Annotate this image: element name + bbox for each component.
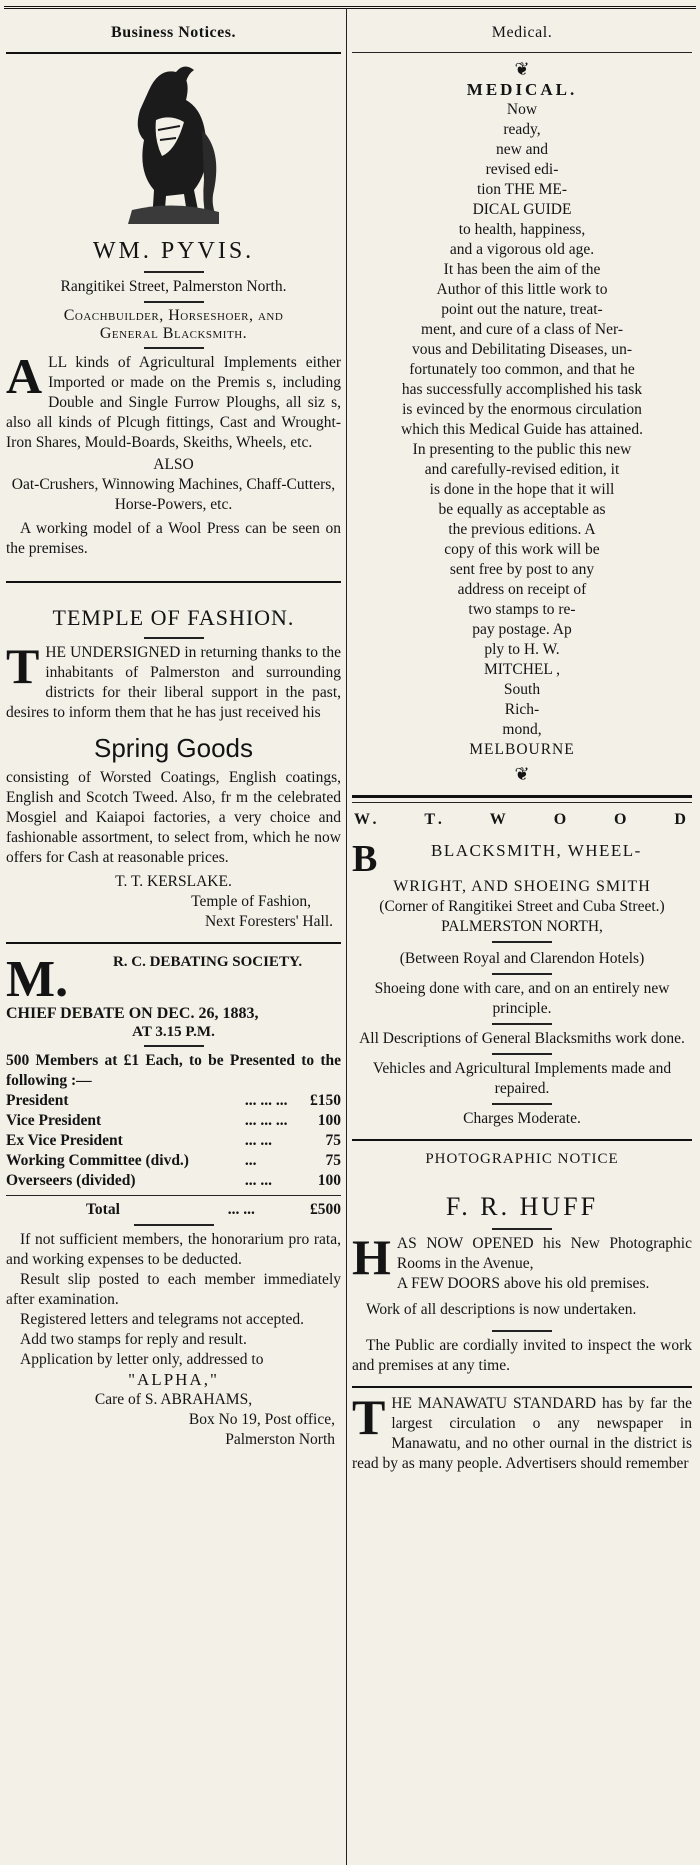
pyvis-name: WM. PYVIS. (92, 238, 255, 264)
medical-line: vous and Debilitating Diseases, un- (412, 341, 632, 358)
business-notices-column (6, 14, 341, 1865)
debate-total-amount: £500 (310, 1201, 341, 1218)
debate-prize-row (6, 1091, 341, 1111)
medical-line: be equally as acceptable as (438, 501, 606, 518)
debate-total-label: Total (86, 1201, 120, 1218)
medical-line: ply to H. W. (484, 641, 560, 658)
fashion-sign-2: Temple of Fashion, (191, 893, 311, 910)
top-rule (4, 6, 696, 11)
rule (352, 1386, 692, 1388)
medical-line: which this Medical Guide has attained. (401, 421, 643, 438)
standard-body (352, 1389, 692, 1474)
photo-name: F. R. HUFF (445, 1192, 599, 1221)
rule (6, 942, 341, 944)
debate-prize-dots: ... ... (244, 1132, 272, 1149)
medical-line: DICAL GUIDE (472, 201, 572, 218)
rule (492, 1023, 552, 1025)
rule (492, 1330, 552, 1332)
debate-p3: Registered letters and telegrams not accepted. (20, 1311, 305, 1328)
medical-line: copy of this work will be (444, 541, 600, 558)
debate-prize-amount: 75 (325, 1152, 341, 1169)
pyvis-trades-2: General Blacksmith. (99, 325, 248, 342)
pyvis-machines: Oat-Crushers, Winnowing Machines, Chaff-Cutters, Horse-Powers, etc. (11, 476, 336, 513)
rule (352, 802, 692, 803)
medical-line: South (503, 681, 541, 698)
pyvis-model: A working model of a Wool Press can be seen on the premises. (6, 520, 341, 557)
rule (6, 52, 341, 54)
debate-society: R. C. DEBATING SOCIETY. (112, 954, 303, 970)
rule (492, 1228, 552, 1230)
medical-header: Medical. (491, 24, 553, 41)
medical-line: to health, happiness, (458, 221, 586, 238)
wood-name (352, 809, 692, 831)
pyvis-also: ALSO (153, 456, 194, 473)
rule (144, 301, 204, 303)
standard-dropcap: T (352, 1389, 386, 1445)
medical-line: ment, and cure of a class of Ner- (421, 321, 623, 338)
business-header: Business Notices. (111, 24, 236, 41)
debate-box: Box No 19, Post office, (188, 1411, 335, 1428)
debate-prize-label: Ex Vice President (6, 1132, 123, 1149)
column-divider (346, 8, 347, 1865)
rule (352, 1139, 692, 1141)
medical-line: fortunately too common, and that he (409, 361, 635, 378)
photo-dropcap: H (352, 1229, 391, 1285)
pyvis-trades-1: Coachbuilder, Horseshoer, and (63, 307, 284, 324)
debate-total-dots: ... ... (227, 1201, 255, 1218)
fashion-body-2: consisting of Worsted Coatings, English coatings, English and Scotch Tweed. Also, fr m the celebrated Mosgiel and Kaiapoi factories, a very choice and fashionable assortment, to select from, which he now offers for Cash at reasonable prices. (6, 769, 341, 866)
wood-corner: (Corner of Rangitikei Street and Cuba Street.) (379, 898, 665, 915)
photo-work: Work of all descriptions is now undertaken. (366, 1301, 637, 1318)
pyvis-dropcap: A (6, 348, 43, 404)
medical-line: and a vigorous old age. (449, 241, 595, 258)
fashion-title: TEMPLE OF FASHION. (52, 605, 295, 630)
rule (134, 1224, 214, 1226)
rule (352, 795, 692, 798)
medical-advert (352, 80, 692, 760)
medical-line: is evinced by the enormous circulation (402, 401, 642, 418)
wood-shoeing: Shoeing done with care, and on an entirely new principle. (374, 980, 670, 1017)
debate-prize-label: Working Committee (divd.) (6, 1152, 189, 1169)
fashion-sign-1: T. T. KERSLAKE. (115, 873, 232, 890)
wood-charges: Charges Moderate. (463, 1110, 581, 1127)
ornament-bottom-icon: ❦ (514, 764, 530, 784)
medical-line: ready, (503, 121, 541, 138)
wood-letter: W. (354, 811, 381, 828)
medical-line: revised edi- (485, 161, 559, 178)
medical-line: MELBOURNE (469, 741, 575, 758)
debate-prize-amount: 100 (317, 1112, 341, 1129)
spring-goods: Spring Goods (94, 733, 253, 763)
debate-p2: Result slip posted to each member immediately after examination. (6, 1271, 341, 1308)
medical-line: is done in the hope that it will (429, 481, 615, 498)
photo-public: The Public are cordially invited to inspect the work and premises at any time. (352, 1337, 692, 1374)
debate-prize-row (6, 1171, 341, 1191)
debate-notice (6, 951, 341, 1450)
medical-line: Author of this little work to (436, 281, 608, 298)
medical-line: has successfully accomplished his task (401, 381, 643, 398)
debate-p5: Application by letter only, addressed to (20, 1351, 264, 1368)
ornament-icon: ❦ (514, 59, 530, 79)
debate-prize-amount: 100 (317, 1172, 341, 1189)
medical-line: It has been the aim of the (443, 261, 601, 278)
debate-chief-line: CHIEF DEBATE ON DEC. 26, 1883, (6, 1005, 259, 1022)
rule (144, 637, 204, 639)
debate-prize-row (6, 1111, 341, 1131)
rule (492, 941, 552, 943)
debate-prize-dots: ... (244, 1152, 257, 1169)
rule (492, 1053, 552, 1055)
wood-town: PALMERSTON NORTH, (441, 918, 603, 935)
debate-place: Palmerston North (225, 1431, 335, 1448)
wood-letter: W (489, 811, 510, 828)
medical-line: tion THE ME- (476, 181, 568, 198)
pyvis-address: Rangitikei Street, Palmerston North. (60, 278, 287, 295)
debate-intro: 500 Members at £1 Each, to be Presented to the following :— (6, 1052, 341, 1089)
rule (144, 347, 204, 349)
medical-line: MITCHEL , (483, 661, 561, 678)
debate-care: Care of S. ABRAHAMS, (94, 1391, 253, 1408)
wood-vehicles: Vehicles and Agricultural Implements made and repaired. (372, 1060, 672, 1097)
pyvis-body-text: LL kinds of Agricultural Implements either Imported or made on the Premis s, including Double and Single Furrow Ploughs, all siz s, also all kinds of Plcugh fittings, Cast and Wrought-Iron Shares, Mould-Boards, Skeiths, Wheels, etc. (6, 354, 341, 451)
medical-line: address on receipt of (457, 581, 587, 598)
wood-between: (Between Royal and Clarendon Hotels) (399, 950, 645, 967)
medical-line: pay postage. Ap (472, 621, 572, 638)
medical-line: the previous editions. A (448, 521, 596, 538)
fashion-dropcap: T (6, 638, 40, 694)
fashion-body (6, 638, 341, 723)
debate-prize-dots: ... ... ... (244, 1112, 288, 1129)
medical-line: point out the nature, treat- (441, 301, 603, 318)
rule (492, 973, 552, 975)
standard-body-text: HE MANAWATU STANDARD has by far the largest circulation o any newspaper in Manawatu, and no other ournal in the district is read by as many people. Advertisers should remember (352, 1395, 692, 1472)
wood-letter: D (674, 811, 690, 828)
wood-letter: O (614, 811, 631, 828)
debate-prize-label: Vice President (6, 1112, 102, 1129)
debate-dropcap: M. (6, 951, 69, 1008)
debate-prize-amount: 75 (325, 1132, 341, 1149)
debate-prize-row (6, 1151, 341, 1171)
rule (492, 1103, 552, 1105)
medical-line: mond, (502, 721, 542, 738)
medical-line: In presenting to the public this new (412, 441, 632, 458)
debate-p4: Add two stamps for reply and result. (20, 1331, 247, 1348)
rule (352, 52, 692, 53)
debate-prize-label: Overseers (divided) (6, 1172, 136, 1189)
photo-header: PHOTOGRAPHIC NOTICE (425, 1151, 619, 1167)
rule (6, 581, 341, 583)
wood-trade-2: WRIGHT, AND SHOEING SMITH (393, 878, 651, 895)
debate-prize-table (6, 1091, 341, 1191)
medical-line: MEDICAL. (466, 80, 578, 99)
wood-trade-1: BLACKSMITH, WHEEL- (431, 841, 642, 860)
wood-dropcap: B (352, 838, 379, 880)
debate-p1: If not sufficient members, the honorarium pro rata, and working expenses to be deducted. (6, 1231, 341, 1268)
wood-letter: O (553, 811, 571, 828)
medical-line: sent free by post to any (449, 561, 595, 578)
rule (144, 1045, 204, 1047)
debate-total-table (6, 1200, 341, 1220)
debate-prize-amount: £150 (310, 1092, 341, 1109)
fashion-body-text: HE UNDERSIGNED in returning thanks to the inhabitants of Palmerston and surrounding districts for their liberal support in the past, desires to inform them that he has just received his (6, 644, 341, 721)
wood-letter: T. (424, 811, 446, 828)
medical-line: and carefully-revised edition, it (424, 461, 620, 478)
rule (6, 1195, 341, 1196)
debate-prize-dots: ... ... (244, 1172, 272, 1189)
photo-body-2: A FEW DOORS above his old premises. (396, 1275, 650, 1292)
medical-line: Now (506, 101, 538, 118)
horse-engraving-icon (6, 60, 341, 230)
debate-time: AT 3.15 P.M. (132, 1024, 215, 1040)
debate-alpha: "ALPHA," (128, 1370, 219, 1389)
medical-line: two stamps to re- (468, 601, 576, 618)
fashion-sign-3: Next Foresters' Hall. (204, 913, 333, 930)
medical-line: new and (495, 141, 549, 158)
debate-prize-dots: ... ... ... (244, 1092, 288, 1109)
medical-line: Rich- (504, 701, 540, 718)
medical-column (352, 14, 692, 1865)
debate-total-row (6, 1200, 341, 1220)
wood-descriptions: All Descriptions of General Blacksmiths work done. (359, 1030, 685, 1047)
debate-prize-row (6, 1131, 341, 1151)
photo-body-text: AS NOW OPENED his New Photographic Rooms in the Avenue, (396, 1235, 692, 1272)
debate-prize-label: President (6, 1092, 69, 1109)
rule (144, 271, 204, 273)
wood-trade (352, 838, 692, 880)
pyvis-body (6, 348, 341, 453)
